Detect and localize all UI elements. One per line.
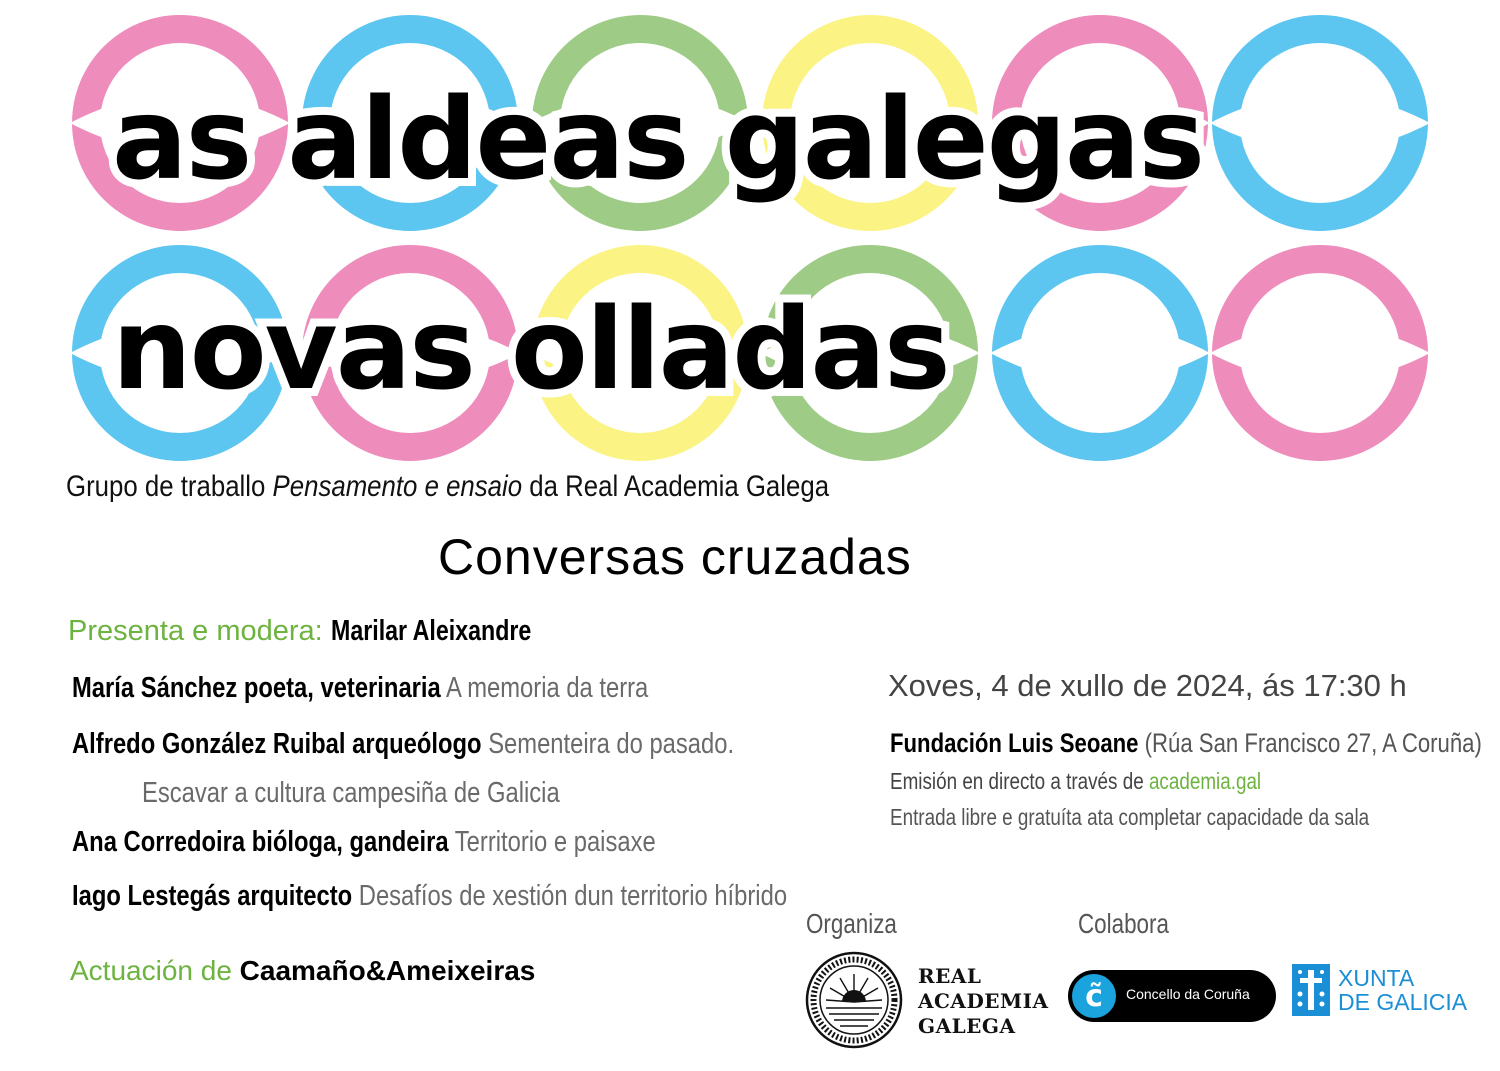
xunta-line: XUNTA bbox=[1338, 965, 1415, 991]
rag-name-line: GALEGA bbox=[918, 1014, 1016, 1038]
speaker-topic: Territorio e paisaxe bbox=[454, 826, 656, 858]
subtitle-suffix: da Real Academia Galega bbox=[522, 470, 830, 503]
speaker-topic: A memoria da terra bbox=[446, 672, 649, 704]
speaker-row-2 bbox=[72, 728, 879, 761]
title-line-2: novas olladas bbox=[112, 285, 949, 415]
event-stream-line bbox=[890, 768, 1343, 795]
speaker-name: Ana Corredoira bbox=[72, 826, 246, 858]
speaker-row-2-cont bbox=[142, 777, 651, 810]
speaker-role: poeta, veterinaria bbox=[243, 672, 441, 704]
rag-seal-icon bbox=[804, 950, 904, 1050]
moderator-line bbox=[68, 615, 581, 648]
subtitle-prefix: Grupo de traballo bbox=[66, 470, 273, 503]
speaker-name: María Sánchez bbox=[72, 672, 238, 704]
speaker-name: Alfredo González Ruibal bbox=[72, 728, 346, 760]
rag-name-line: REAL bbox=[918, 964, 982, 988]
performance-line bbox=[70, 955, 535, 987]
moderator-name: Marilar Aleixandre bbox=[330, 615, 532, 647]
colabora-label: Colabora bbox=[1078, 908, 1169, 939]
c-tilde-icon: c̃ bbox=[1072, 974, 1116, 1018]
event-entry bbox=[890, 804, 1474, 831]
galicia-shield-icon bbox=[1292, 964, 1330, 1016]
concello-name: Concello da Coruña bbox=[1126, 986, 1250, 1002]
event-datetime: Xoves, 4 de xullo de 2024, ás 17:30 h bbox=[888, 668, 1407, 703]
rag-name-line: ACADEMIA bbox=[918, 989, 1049, 1013]
entry-text: Entrada libre e gratuíta ata completar capacidade da sala bbox=[890, 804, 1370, 830]
subtitle-italic: Pensamento e ensaio bbox=[272, 470, 523, 503]
speaker-role: bióloga, gandeira bbox=[251, 826, 449, 858]
xunta-line: DE GALICIA bbox=[1338, 989, 1468, 1015]
stream-prefix: Emisión en directo a través de bbox=[890, 768, 1144, 794]
speaker-role: arquitecto bbox=[237, 880, 353, 912]
event-venue-line bbox=[890, 728, 1500, 759]
series-title: Conversas cruzadas bbox=[438, 529, 912, 585]
speaker-topic: Sementeira do pasado. bbox=[488, 728, 735, 760]
speaker-row-3 bbox=[72, 826, 784, 859]
speaker-topic-continued: Escavar a cultura campesiña de Galicia bbox=[142, 777, 560, 809]
moderator-label: Presenta e modera: bbox=[68, 615, 323, 647]
title-line-1: as aldeas galegas bbox=[112, 75, 1204, 205]
rag-name bbox=[918, 964, 1049, 1039]
speaker-role: arqueólogo bbox=[352, 728, 482, 760]
xunta-name bbox=[1338, 966, 1467, 1014]
subtitle bbox=[66, 470, 953, 504]
venue-name: Fundación Luis Seoane bbox=[890, 728, 1139, 758]
speaker-topic: Desafíos de xestión dun territorio híbrido bbox=[358, 880, 788, 912]
concello-logo bbox=[1068, 970, 1276, 1022]
speaker-row-1 bbox=[72, 672, 775, 705]
performance-label: Actuación de bbox=[70, 955, 232, 986]
venue-address: (Rúa San Francisco 27, A Coruña) bbox=[1144, 728, 1482, 758]
organiza-label: Organiza bbox=[806, 908, 897, 939]
performance-name: Caamaño&Ameixeiras bbox=[239, 955, 536, 986]
stream-link[interactable]: academia.gal bbox=[1148, 768, 1262, 794]
speaker-name: Iago Lestegás bbox=[72, 880, 231, 912]
